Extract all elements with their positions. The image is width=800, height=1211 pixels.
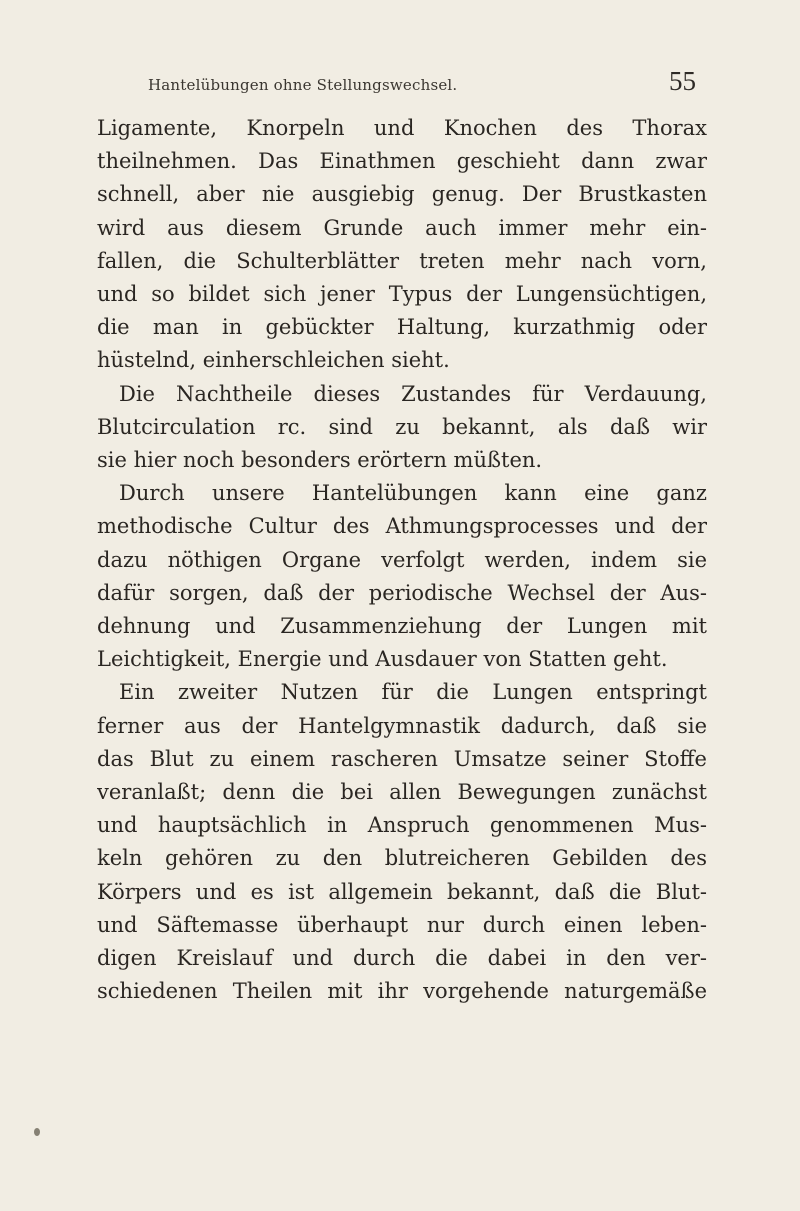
text-line: Körpers und es ist allgemein bekannt, daß die Blut- [97,879,707,904]
text-line: dehnung und Zusammenziehung der Lungen mit [97,614,707,639]
text-line: Leichtigkeit, Energie und Ausdauer von Statten geht. [97,647,668,672]
paragraph-3 [97,477,707,676]
paragraph-2 [97,378,707,478]
text-line: das Blut zu einem rascheren Umsatze seiner Stoffe [97,746,707,771]
text-line: theilnehmen. Das Einathmen geschieht dann zwar [97,149,707,174]
text-line: dafür sorgen, daß der periodische Wechsel der Aus- [97,580,707,605]
body-text [97,112,707,1008]
text-line: und Säftemasse überhaupt nur durch einen leben- [97,912,707,937]
page-number: 55 [669,66,696,96]
text-line: dazu nöthigen Organe verfolgt werden, indem sie [97,547,707,572]
text-line: sie hier noch besonders erörtern müßten. [97,448,543,473]
text-line: methodische Cultur des Athmungsprocesses und der [97,514,707,539]
text-line: fallen, die Schulterblätter treten mehr nach vorn, [97,248,707,273]
text-line: schnell, aber nie ausgiebig genug. Der Brustkasten [97,182,707,207]
text-line: Die Nachtheile dieses Zustandes für Verdauung, [119,381,707,406]
text-line: ferner aus der Hantelgymnastik dadurch, daß sie [97,713,707,738]
text-line: hüstelnd, einherschleichen sieht. [97,348,450,373]
text-line: die man in gebückter Haltung, kurzathmig oder [97,315,707,340]
text-line: Ein zweiter Nutzen für die Lungen entspringt [119,680,707,705]
text-line: keln gehören zu den blutreicheren Gebilden des [97,846,707,871]
text-line: Durch unsere Hantelübungen kann eine ganz [119,481,707,506]
text-line: digen Kreislauf und durch die dabei in den ver- [97,946,707,971]
text-line: veranlaßt; denn die bei allen Bewegungen zunächst [97,780,707,805]
paragraph-1 [97,112,707,378]
text-line: wird aus diesem Grunde auch immer mehr ein- [97,215,707,240]
text-line: Ligamente, Knorpeln und Knochen des Thorax [97,116,707,140]
text-line: und hauptsächlich in Anspruch genommenen Mus- [97,813,707,838]
text-line: Blutcirculation rc. sind zu bekannt, als daß wir [97,414,707,439]
running-head [148,66,708,102]
text-line: und so bildet sich jener Typus der Lungensüchtigen, [97,282,707,307]
paper-speck [34,1128,40,1136]
text-line: schiedenen Theilen mit ihr vorgehende naturgemäße [97,979,707,1004]
running-title: Hantelübungen ohne Stellungswechsel. [148,76,458,94]
paragraph-4 [97,676,707,1008]
